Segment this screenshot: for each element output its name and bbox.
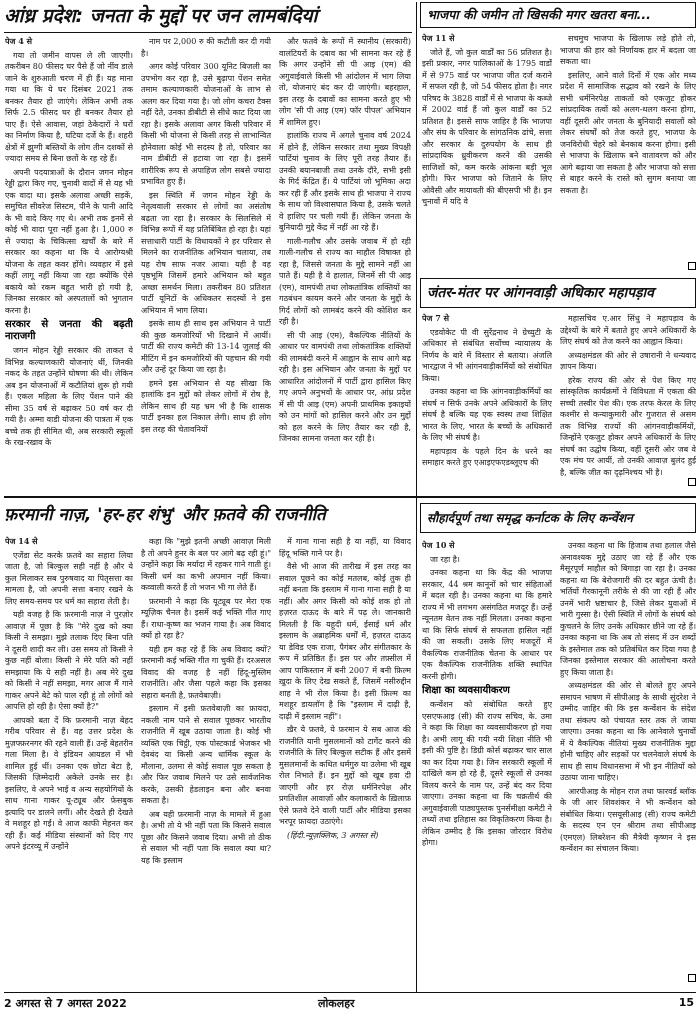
andhra-paragraph: गया तो जमीन वापस ले ली जाएगी। तकरीबन 80 फीसद घर पैसे हैं जो नींव डाले जाने के शुरुआती चरण में ही हैं। यह माना गया था कि ये घर दिसंबर 2021 तक बनकर तैयार हो जाएंगे। लेकिन अभी तक सिर्फ 2.5 फीसद घर ही बनकर तैयार हो पाए हैं। ऐसे आवास, जहां ठेकेदारों ने घरों का निर्माण किया है, घटिया दर्जे के हैं। शहरी क्षेत्रों में झुग्गी बस्तियों के लोग तीन दशकों से ज्यादा समय से बिना छतों के रह रहे हैं।	[5, 50, 133, 163]
bjp-paragraph: जोते हैं, जो कुल वार्डों का 56 प्रतिशत है। इसी प्रकार, नगर पालिकाओं के 1795 वार्डों में से 975 वार्ड पर भाजपा जीत दर्ज कराने में सफल रही है, जो 54 फीसद होता है। नगर परिषद के 3828 वार्डों में से भाजपा के कब्जे में 2002 वार्ड हैं जो कुल वार्डों का 52 प्रतिशत है। इससे साफ जाहिर है कि भाजपा और संघ के परिवार के सांगठनिक ढांचे, सत्ता और सरकार के दुरुपयोग के साथ ही सांप्रदायिक ध्रुवीकरण करने की उसकी साजिशों को, कम करके आंकना बड़ी भूल होगी। फिर भाजपा को जिताने के लिए ओवैसी और मायावती की बीएसपी भी है। इन चुनावों में यदि वे	[422, 47, 552, 206]
footer-page-number: 15	[678, 996, 694, 1009]
andhra-paragraph: नाम पर 2,000 रु की कटौती कर दी गयी है।	[141, 37, 271, 58]
farmani-paragraph: फ़रमानी ने कहा कि यूट्यूब पर मेरा एक म्यूज़िक चैनल है। इसमें कई भक्ति गीत गाए हैं। राधा-कृष्ण का भजन गाया है। अब विवाद क्यों हो रहा है?	[141, 596, 271, 640]
andhra-headline-rule	[4, 32, 412, 33]
bjp-paragraph: इसलिए, आने वाले दिनों में एक ओर मध्य प्रदेश में सामाजिक सद्भाव को रखने के लिए सभी धर्मनिरपेक्ष ताकतों को एकजुट होकर सांप्रदायिक तत्वों को अलग-थलग करना होगा, वहीं दूसरी ओर जनता के बुनियादी सवालों को लेकर संघर्षों को तेज करते हुए, भाजपा के जनविरोधी चेहरे को बेनकाब करना होगा। इसी से भाजपा के खिलाफ बने वातावरण को और आगे बढ़ाया जा सकता है और भाजपा को सत्ता से बाहर करने के रास्ते को सुगम बनाया जा सकता है।	[560, 70, 696, 195]
andhra-paragraph: इस स्थिति में जगन मोहन रेड्डी के नेतृत्ववाली सरकार से लोगों का असंतोष बढ़ता जा रहा है। सरकार के सिलसिले में विभिन्न रूपों में यह प्रतिबिंबित हो रहा है। यहां सत्ताधारी पार्टी के विधायकों ने हर परिवार से मिलने का राजनीतिक अभियान चलाया, तब यह रोष साफ नजर आया। यही है वह पृष्ठभूमि जिसमें हमारे अभियान को बहुत अच्छा समर्थन मिला। तकरीबन 80 प्रतिशत पार्टी यूनिटों के अधिकतर सदस्यों ने इस अभियान में भाग लिया।	[141, 190, 271, 315]
footer-rule	[4, 992, 696, 993]
anganwadi-paragraph: महापड़ाव के पहले दिन के धरने का समाहार करते हुए एआइएफएडब्लूएच की	[422, 446, 552, 467]
farmani-col-2	[141, 536, 271, 990]
karnataka-col-1	[422, 540, 552, 990]
footer-date: 2 अगस्त से 7 अगस्त 2022	[4, 997, 127, 1010]
andhra-paragraph: सी पी आइ (एम), वैकल्पिक नीतियों के आधार पर वामपंथी तथा लोकतांत्रिक शक्तियों की लामबंदी करने में आह्वान के साथ आगे बढ़ रही है। इस अभियान और जनता के मुद्दों पर आधारित आंदोलनों में पार्टी द्वारा हासिल किए गए अपने अनुभवों के आधार पर, आंध्र प्रदेश में सी पी आइ (एम) अपनी प्राथमिक इकाइयों को उन मांगों को हासिल करने और उन मुद्दों को हल करने के लिए तैयार कर रही है, जिनका सामना जनता कर रही है।	[279, 330, 411, 443]
section-separator	[4, 496, 696, 498]
farmani-paragraph: यही वजह है कि फ़रमानी नाज़ ने पुरज़ोर आवाज़ में पूछा है कि "मेरे दुख को क्या किसी ने समझा। मुझे तलाक दिए बिना पति ने दूसरी शादी कर ली। उस समय तो किसी ने कुछ नहीं बोला। किसी ने मेरे पति को नहीं समझाया कि ये सही नहीं है। अब मेरे दुख को किसी ने नहीं समझा, मगर आज मैं गाने गाकर अपने बेटे को पाल रही हूं तो लोगों को आपत्ति हो रही है। ऐसा क्यों है?"	[5, 610, 133, 711]
andhra-col-1	[5, 36, 133, 490]
anganwadi-col-1	[422, 313, 552, 479]
andhra-col-3	[279, 36, 411, 490]
farmani-headline: फ़रमानी नाज़, 'हर-हर शंभु' और फ़तवे की राजनीति	[4, 505, 326, 525]
farmani-source-credit: (हिंदी.न्यूज़क्लिक, 3 अगस्त से)	[287, 830, 379, 840]
bjp-paragraph: सचमुच भाजपा के खिलाफ लड़े होते तो, भाजपा की हार को निर्णायक हार में बदला जा सकता था।	[560, 34, 696, 66]
farmani-paragraph: वैसे भी आज की तारीख में इस तरह का सवाल पूछने का कोई मतलब, कोई तुक ही नहीं बनता कि इस्लाम में गाना गाना सही है या नहीं। और अगर किसी को कोई शक हो तो हज़रत दाऊद के बारे में पढ़ ले। जानकारी मिलती है कि यहूदी धर्म, ईसाई धर्म और इस्लाम के अब्राहमिक धर्मों में, हज़रत दाऊद या डेविड एक राजा, पैगंबर और संगीतकार के रूप में प्रतिष्ठित हैं। इस पर और तफ़्सील में आप पाकिस्तान में बनी 2007 में बनी फ़िल्म ख़ुदा के लिए देख सकते हैं, जिसमें नसीरुद्दीन शाह ने भी रोल किया है। इसी फ़िल्म का मशहूर डायलॉग है कि "इस्लाम में दाढ़ी है, दाढ़ी में इस्लाम नहीं"।	[279, 562, 411, 721]
karnataka-headline: सौहार्दपूर्ण तथा समृद्ध कर्नाटक के लिए कन्वेंशन	[420, 503, 696, 533]
end-of-article-mark	[688, 262, 696, 270]
andhra-paragraph: इसके साथ ही साथ इस अभियान ने पार्टी की कुछ कमजोरियों भी दिखाने में आयीं। पार्टी की राज्य कमेटी की 13-14 जुलाई की मीटिंग में इन कमजोरियों की पहचान की गयी और उन्हें दूर किया जा रहा है।	[141, 319, 271, 374]
anganwadi-paragraph: उनका कहना था कि आंगनवाड़ीकर्मियों का संघर्ष न सिर्फ उनके अपने अधिकारों के लिए संघर्ष है बल्कि यह एक स्वस्थ तथा शिक्षित भारत के लिए, भारत के बच्चों के अधिकारों के लिए भी संघर्ष है।	[422, 387, 552, 442]
bjp-col-2	[560, 33, 696, 271]
anganwadi-paragraph: एडवोकेट पी वी सुरेंद्रनाथ ने ग्रेच्युटी के अधिकार से संबंधित सर्वोच्च न्यायालय के निर्णय के बारे में विस्तार से बताया। अंजलि भारद्वाज ने भी आंगनवाड़ीकर्मियों को संबोधित किया।	[422, 327, 552, 383]
farmani-paragraph: एजेंडा सेट करके फ़तवे का सहारा लिया जाता है, जो बिल्कुल सही नहीं है और ये कुल मिलाकर सब पुरुषवाद या पितृसत्ता का मामला है, जो अपनी सत्ता बनाए रखने के लिए समय-समय पर धर्म का सहारा लेती है।	[5, 550, 133, 606]
karnataka-paragraph: कन्वेंशन को संबोधित करते हुए एसएफआइ (सी) की राज्य सचिव, के. उमा ने कहा कि शिक्षा का व्यवसायीकरण हो गया है। अभी लागू की गयी नयी शिक्षा नीति भी इसी की पुष्टि है। डिग्री कोर्स बढ़ाकर चार साल का कर दिया गया है। जिन सरकारी स्कूलों में दाखिले कम हो रहे हैं, दूसरे स्कूलों से उनका विलय करने के नाम पर, उन्हें बंद कर दिया जाएगा। उनका कहना था कि चक्रतीर्थ की अगुवाईवाली पाठ्यपुस्तक पुनर्समीक्षा कमेटी ने तथ्यों तथा इतिहास का विकृतिकरण किया है। लेकिन उम्मीद है कि इसका जोरदार विरोध होगा।	[422, 700, 552, 847]
andhra-paragraph: हालांकि राज्य में अगले चुनाव वर्ष 2024 में होने हैं, लेकिन सरकार तथा मुख्य विपक्षी पार्टियां चुनाव के लिए पूरी तरह तैयार हैं। उनकी बयानबाजी तथा उनके दौरे, सभी इसी के गिर्द केंद्रित हैं। ये पार्टियां जो भूमिका अदा कर रही हैं और इसके साथ ही भाजपा ने राज्य के साथ जो विश्वासघात किया है, उसके चलते वे हाशिए पर चली गयी हैं। लेकिन जनता के बुनियादी मुद्दे केंद्र में नहीं आ रहे हैं।	[279, 131, 411, 232]
farmani-col-1	[5, 536, 133, 990]
column-divider	[416, 498, 417, 992]
farmani-paragraph: कहा कि "मुझे इतनी अच्छी आवाज़ मिली है तो अपने हुनर के बल पर आगे बढ़ रही हूं।" उन्होंने कहा कि मर्यादा में रहकर गाने गाती हूं। किसी धर्म का कभी अपमान नहीं किया। कव्वाली करते हैं तो भजन भी गा लेते हैं।	[141, 537, 271, 592]
anganwadi-dateline: पेज 7 से	[422, 313, 450, 323]
andhra-col-2	[141, 36, 271, 490]
bjp-dateline: पेज 11 से	[422, 33, 455, 43]
andhra-subheading: सरकार से जनता की बढ़ती नाराजगी	[5, 319, 133, 342]
karnataka-dateline: पेज 10 से	[422, 540, 455, 550]
bjp-headline: भाजपा की जमीन तो खिसकी मगर खतरा बना...	[420, 2, 696, 28]
karnataka-paragraph: उनका कहना था कि केंद्र की भाजपा सरकार, 44 श्रम कानूनों को चार संहिताओं में बदल रही है। उनका कहना था कि हमारे राज्य में भी लगभग असंगठित मजदूर हैं। उन्हें न्यूनतम वेतन तक नहीं मिलता। उनका कहना था कि सिर्फ संघर्ष से सफलता हासिल नहीं की जा सकती। उसके लिए मजदूरों में वैकल्पिक राजनीतिक चेतना के आधार पर एक वैकल्पिक राजनीतिक शक्ति स्थापित करनी होगी।	[422, 568, 552, 681]
bjp-col-1	[422, 33, 552, 271]
column-divider	[416, 2, 417, 496]
farmani-col-3	[279, 536, 411, 990]
anganwadi-paragraph: हरेक राज्य की ओर से पेश किए गए सांस्कृतिक कार्यक्रमों ने विविधता में एकता की सच्ची तस्वीर पेश की। एक तरफ केरल के लिए कश्मीर से कन्याकुमारी और गुजरात से असम तक विभिन्न राज्यों की आंगनवाड़ीकर्मियों, जिन्होंने एकजुट होकर अपने अधिकारों के लिए संघर्ष का उद्घोष किया, वहीं दूसरी ओर जब वे एक मंच पर आयीं, तो उनकी आवाज़ बुलंद हुई है, बल्कि जीत का दृढ़निश्चय भी है।	[560, 375, 696, 477]
andhra-paragraph: हमने इस अभियान से यह सीखा कि हालांकि इन मुद्दों को लेकर लोगों में रोष है, लेकिन साथ ही यह भ्रम भी है कि शासक पार्टी इनका हल निकाल लेगी। साथ ही लोग इस तरह की चेतावनियों	[141, 378, 271, 434]
anganwadi-headline: जंतर-मंतर पर आंगनवाड़ी अधिकार महापड़ाव	[420, 278, 696, 308]
anganwadi-paragraph: महासचिव ए.आर सिंधु ने महापड़ाव के उद्देश्यों के बारे में बताते हुए अपने अधिकारों के लिए संघर्ष को तेज करने का आह्वान किया।	[560, 314, 696, 346]
andhra-headline: आंध्र प्रदेश: जनता के मुद्दों पर जन लामबंदियां	[4, 5, 318, 27]
andhra-dateline: पेज 4 से	[5, 36, 33, 46]
karnataka-subheading: शिक्षा का व्यवसायीकरण	[422, 685, 510, 696]
farmani-paragraph: इस्लाम में इसी फ़तवेबाज़ी का फ़ायदा, नकली नाम पाने से सवाल पूछकर भारतीय राजनीति में खूब उठाया जाता है। कोई भी व्यक्ति एक चिट्ठी, एक पोस्टकार्ड भेजकर भी देवबंद या किसी अन्य धार्मिक स्कूल के मौलाना, उलमा से कोई सवाल पूछ सकता है और फिर जवाब मिलने पर उसे सार्वजनिक करके, उसकी हेडलाइन बना और बनवा सकता है।	[141, 704, 271, 805]
farmani-paragraph: यही हम कह रहे हैं कि अब विवाद क्यों? फ़रमानी कई भक्ति गीत गा चुकी हैं। दरअसल विवाद की वजह है नहीं हिंदू-मुस्लिम राजनीति। और जैसा पहले कहा कि इसका सहारा बनती है, फ़तवेबाज़ी।	[141, 644, 271, 700]
andhra-paragraph: गाली-गलौच और उसके जवाब में हो रही गाली-गलौच से राज्य का माहौल विषाक्त हो रहा है, जिससे जनता के मुद्दे सामने नहीं आ पाते हैं। यही है वे हालात, जिनमें सी पी आइ (एम), वामपंथी तथा लोकतांत्रिक शक्तियों का गठबंधन कायम करने और जनता के मुद्दों के गिर्द लोगों को लामबंद करने की कोशिश कर रही है।	[279, 236, 411, 326]
footer-publication: लोकलहर	[318, 997, 355, 1010]
karnataka-paragraph: आरपीआइ के मोहन राज तथा फारवर्ड ब्लॉक के जी आर शिवशंकर ने भी कन्वेंशन को संबोधित किया। एसयूसीआइ (सी) राज्य कमेटी के सदस्य एन एन श्रीराम तथा सीपीआइ (एमएल) लिबरेशन की मैत्रेयी कृष्णन ने इस कन्वेंशन का संचालन किया।	[560, 786, 696, 853]
end-of-article-mark	[688, 974, 696, 982]
end-of-article-mark	[688, 478, 696, 486]
karnataka-paragraph: अध्यक्षमंडल की ओर से बोलते हुए अपने समापन भाषण में सीपीआइ के साथी सुंदरेश ने उम्मीद जाहिर की कि इस कन्वेंशन के संदेश तथा संकल्प को पंचायत स्तर तक ले जाया जाएगा। उनका कहना था कि आनेवाले चुनावों में ये वैकल्पिक नीतियां मुख्य राजनीतिक मुद्दा होनी चाहिए और सड़कों पर चलनेवाले संघर्ष के साथ ही साथ विधानसभा में भी इन नीतियों को उठाया जाना चाहिए।	[560, 681, 696, 782]
anganwadi-paragraph: अध्यक्षमंडल की ओर से उषारानी ने धन्यवाद ज्ञापन किया।	[560, 350, 696, 371]
karnataka-paragraph: जा रहा है।	[430, 554, 460, 564]
farmani-dateline: पेज 14 से	[5, 536, 38, 546]
anganwadi-col-2	[560, 313, 696, 479]
farmani-paragraph: आपको बता दें कि फ़रमानी नाज़ बेहद गरीब परिवार से हैं। वह उत्तर प्रदेश के मुज़फ्फ़रनगर की रहने वाली हैं। उन्हें बेहतरीन गला मिला है। वे इंडियन आयडल में भी शामिल हुई थीं। उनका एक छोटा बेटा है, जिसकी ज़िम्मेदारी अकेले उनके सर है। इसलिए, वे अपने भाई व अन्य सहयोगियों के साथ गाना गाकर यू-ट्यूब और फ़ेसबुक इत्यादि पर डालने लगीं। और देखते ही देखते वे मशहूर हो गईं। वे आज काफी मेहनत कर रही हैं। कई मीडिया संस्थानों को दिए गए अपने इंटरव्यू में उन्होंने	[5, 715, 133, 851]
farmani-paragraph: अब यही फ़रमानी नाज़ के मामले में हुआ है। अभी तो ये भी नहीं पता कि किसने सवाल पूछा और किसने जवाब दिया। अभी तो ठीक से सवाल भी नहीं पता कि सवाल क्या था? यह कि इस्लाम	[141, 809, 271, 865]
andhra-paragraph: अगर कोई परिवार 300 यूनिट बिजली का उपभोग कर रहा है, उसे बुढ़ापा पेंशन समेत तमाम कल्याणकारी योजनाओं के लाभ से अलग कर दिया गया है। जो लोग कचरा टैक्स नहीं देते, उनका डीबीटी से सीधे काट दिया जा रहा है। इसके अलावा अगर किसी परिवार में किसी भी योजना से किसी तरह से लाभान्वित होनेवाला कोई भी सदस्य है तो, परिवार का नाम डीबीटी से हटाया जा रहा है। इसमें शारीरिक रूप से अपाहिज लोग सबसे ज्यादा प्रभावित हुए हैं।	[141, 62, 271, 186]
farmani-paragraph: ख़ैर ये फ़तवे, ये फ़रमान ये सब आज की राजनीति यानी मुसलमानों को टार्गेट करने की राजनीति के लिए बिल्कुल सटीक हैं और इसमें मुसलमानों के कथित धर्मगुरु या उलेमा भी खूब रोल निभाते हैं। इन मुद्दों को खूब हवा दी जाएगी और हर रोज़ धर्मनिरपेक्ष और प्रगतिशील आवाज़ों और कलाकारों के ख़िलाफ़ ऐसे फ़तवे देने वाली पार्टी और मीडिया इसका भरपूर फ़ायदा उठाएंगे।	[279, 725, 411, 826]
farmani-paragraph: में गाना गाना सही है या नहीं, या विवाद हिंदू भक्ति गाने पर है।	[279, 537, 411, 558]
andhra-paragraph: अपनी पदयात्राओं के दौरान जगन मोहन रेड्डी द्वारा किए गए, चुनावी वादों में से यह भी एक वादा था। इसके अलावा अच्छी सड़कें, समुचित सीवरेज सिस्टम, पीने के पानी आदि के भी वादे किए गए थे। अभी तक इनमें से कोई भी वादा पूरा नहीं हुआ है। 1,000 रु से ज्यादा के चिकित्सा खर्चों के बारे में सरकार का कहना था कि ये आरोग्यश्री योजना के तहत कवर होंगे। व्यवहार में इसे कहीं लागू नहीं किया जा रहा क्योंकि ऐसे बकाये को रकम बहुत भारी हो गयी है, जिनका सरकार को अस्पतालों को भुगतान करना है।	[5, 167, 133, 315]
karnataka-col-2	[560, 540, 696, 990]
andhra-paragraph: जगन मोहन रेड्डी सरकार की ताकत ये विभिन्न कल्याणकारी योजनाएं थीं, जिनकी नकद के तहत उन्होंने घोषणा की थी। लेकिन अब इन योजनाओं में कटौतियां शुरू हो गयी हैं। एकल महिला के लिए पेंशन पाने की सीमा 35 वर्ष से बढ़ाकर 50 वर्ष कर दी गयी है। अम्मा वाडी योजना की पात्रता में एक बच्चे तक ही सीमित थी, अब सरकारी स्कूलों के रख-रखाव के	[5, 346, 133, 447]
andhra-paragraph: और फतवे के रूपों में स्थानीय (सरकारी) वालंटियरों के दबाव का भी सामना कर रहे हैं कि अगर उन्होंने सी पी आइ (एम) की अगुवाईवाले किसी भी आंदोलन में भाग लिया तो, योजनाएं बंद कर दी जाएंगी। बहरहाल, इस तरह के दबावों का सामना करते हुए भी लोग 'सी पी आइ (एम) फॉर पीपल' अभियान में शामिल हुए।	[279, 37, 411, 127]
karnataka-paragraph: उनका कहना था कि हिजाब तथा हलाल जैसे अनावश्यक मुद्दे उठाए जा रहे हैं और एक मैसूरपूर्ण माहौल को बिगाड़ा जा रहा है। उनका कहना था कि बेरोजगारी की दर बहुत ऊंची है। भर्तियों गैरकानूनी तरीके से की जा रही हैं और उनमें भारी भ्रष्टाचार है, जिसे लेकर युवाओं में भारी गुस्सा है। ऐसी स्थिति में लोगों के संघर्ष को कुचलने के लिए उनके अधिकार छीने जा रहे हैं। उनका कहना था कि अब तो संसद में उन शब्दों के इस्तेमाल तक को प्रतिबंधित कर दिया गया है जिनका इस्तेमाल सरकार की आलोचना करते हुए किया जाता है।	[560, 541, 696, 677]
